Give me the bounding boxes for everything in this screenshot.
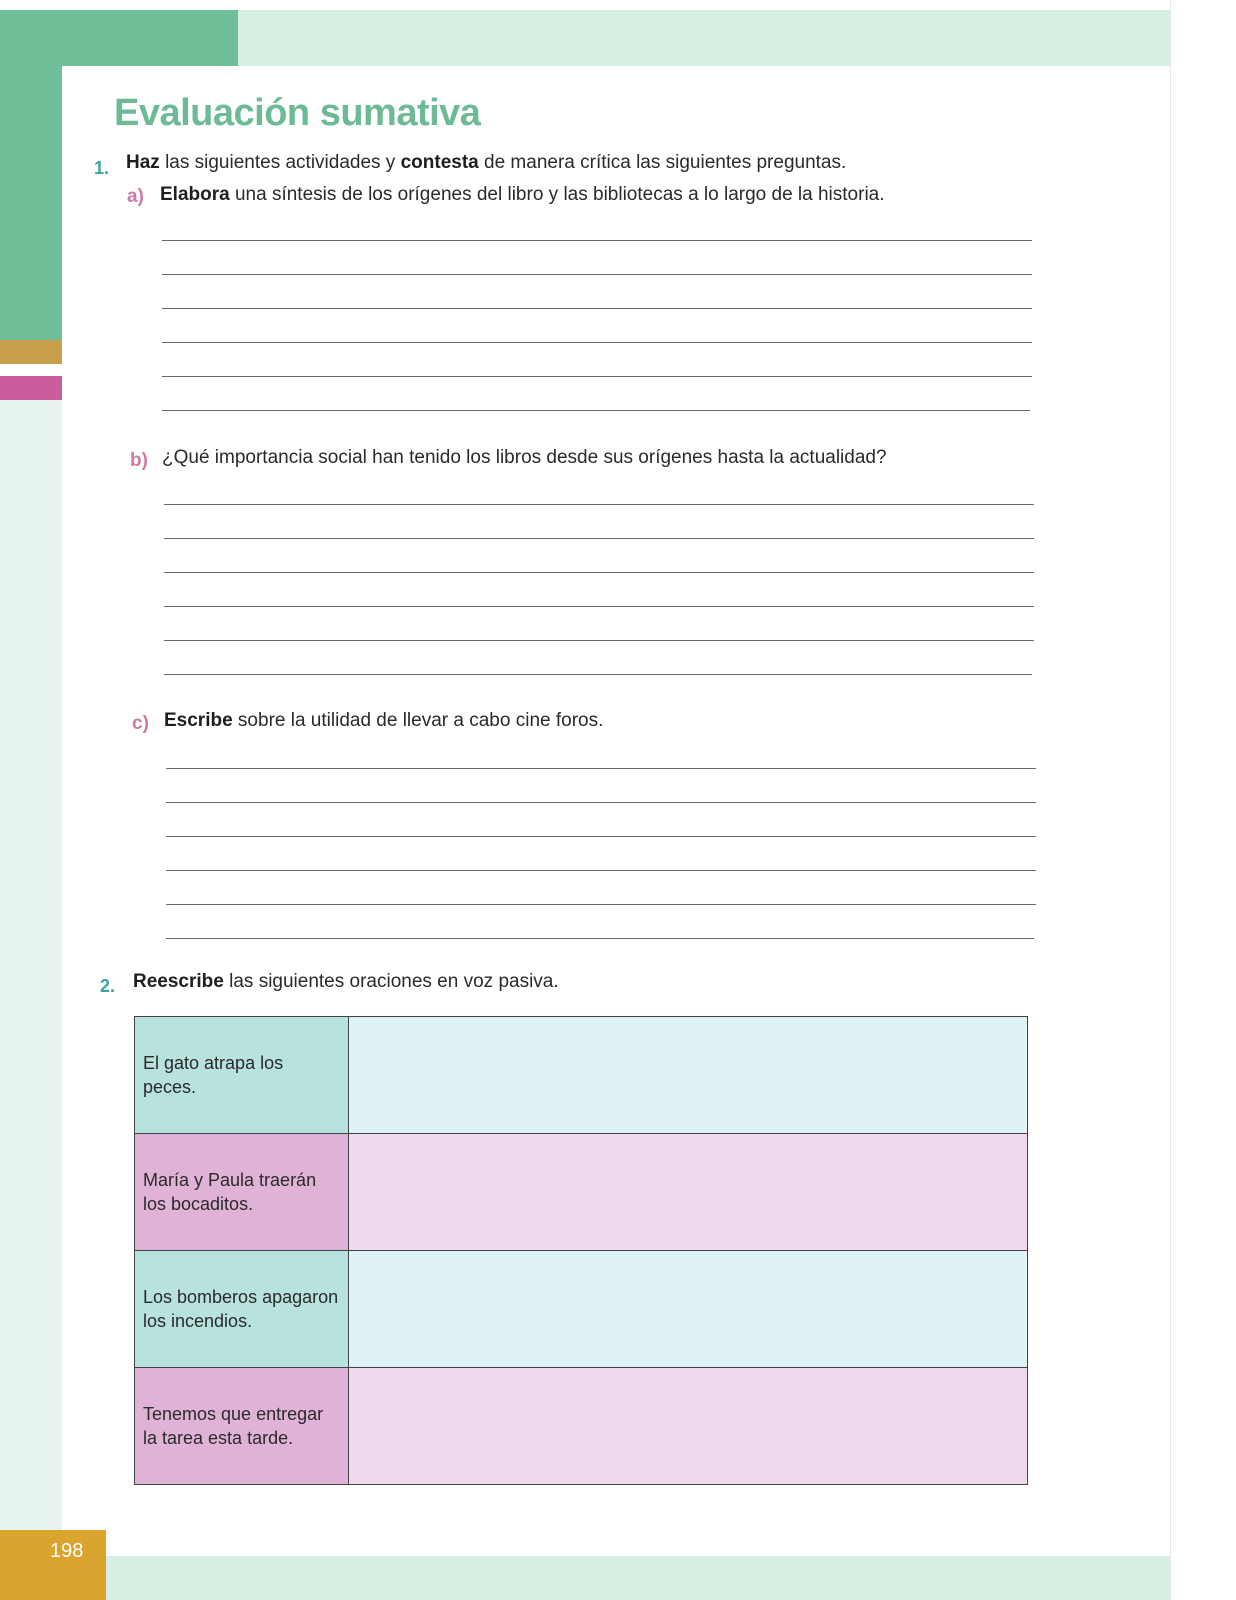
question-1-verb-2: contesta [400, 152, 479, 173]
table-row [135, 1368, 1027, 1484]
page-right-margin [1170, 0, 1236, 1600]
page-number: 198 [50, 1540, 84, 1562]
question-2-text: las siguientes oraciones en voz pasiva. [223, 971, 559, 992]
item-a-text: una síntesis de los orígenes del libro y las bibliotecas a lo largo de la historia. [229, 184, 885, 205]
question-2-prompt [133, 971, 559, 993]
left-pale-band [0, 400, 62, 1530]
question-1-number: 1. [94, 158, 110, 178]
gold-accent-strip [0, 340, 62, 364]
item-c-prompt [164, 710, 603, 732]
item-b-prompt [162, 447, 887, 469]
question-1-text-2: de manera crítica las siguientes preguntas. [478, 152, 847, 173]
pink-accent-strip [0, 376, 62, 402]
sentence-cell: El gato atrapa los peces. [135, 1017, 349, 1133]
answer-line-b-6[interactable] [164, 674, 1032, 675]
answer-line-a-5[interactable] [162, 376, 1032, 377]
item-b-letter: b) [130, 450, 148, 471]
item-b-text: ¿Qué importancia social han tenido los libros desde sus orígenes hasta la actualidad? [162, 447, 887, 468]
page-title: Evaluación sumativa [114, 92, 481, 134]
table-row [135, 1134, 1027, 1251]
table-row [135, 1251, 1027, 1368]
answer-line-a-6[interactable] [162, 410, 1030, 411]
sentence-cell: Los bomberos apagaron los incendios. [135, 1251, 349, 1367]
answer-line-c-3[interactable] [166, 836, 1036, 837]
answer-cell[interactable] [349, 1251, 1027, 1367]
item-a-letter: a) [127, 186, 144, 207]
answer-line-b-3[interactable] [164, 572, 1034, 573]
sentence-cell: María y Paula traerán los bocaditos. [135, 1134, 349, 1250]
answer-line-a-4[interactable] [162, 342, 1032, 343]
answer-cell[interactable] [349, 1368, 1027, 1484]
answer-line-c-5[interactable] [166, 904, 1036, 905]
item-a-verb: Elabora [160, 184, 230, 205]
answer-line-b-4[interactable] [164, 606, 1034, 607]
item-c-letter: c) [132, 713, 149, 734]
bottom-decorative-band [106, 1556, 1170, 1600]
answer-line-c-1[interactable] [166, 768, 1036, 769]
item-a-prompt [160, 184, 885, 206]
answer-line-a-1[interactable] [162, 240, 1032, 241]
question-1-text-1: las siguientes actividades y [159, 152, 401, 173]
answer-line-c-6[interactable] [166, 938, 1034, 939]
question-1-verb-1: Haz [126, 152, 160, 173]
answer-cell[interactable] [349, 1134, 1027, 1250]
question-2-verb: Reescribe [133, 971, 224, 992]
answer-line-a-2[interactable] [162, 274, 1032, 275]
answer-line-c-4[interactable] [166, 870, 1036, 871]
answer-cell[interactable] [349, 1017, 1027, 1133]
answer-line-a-3[interactable] [162, 308, 1032, 309]
item-c-verb: Escribe [164, 710, 233, 731]
question-2-number: 2. [100, 976, 116, 996]
item-c-text: sobre la utilidad de llevar a cabo cine foros. [232, 710, 604, 731]
question-1-prompt [126, 152, 846, 174]
answer-line-b-2[interactable] [164, 538, 1034, 539]
passive-voice-table [134, 1016, 1028, 1485]
answer-line-b-1[interactable] [164, 504, 1034, 505]
table-row [135, 1017, 1027, 1134]
sentence-cell: Tenemos que entregar la tarea esta tarde. [135, 1368, 349, 1484]
answer-line-c-2[interactable] [166, 802, 1036, 803]
answer-line-b-5[interactable] [164, 640, 1034, 641]
